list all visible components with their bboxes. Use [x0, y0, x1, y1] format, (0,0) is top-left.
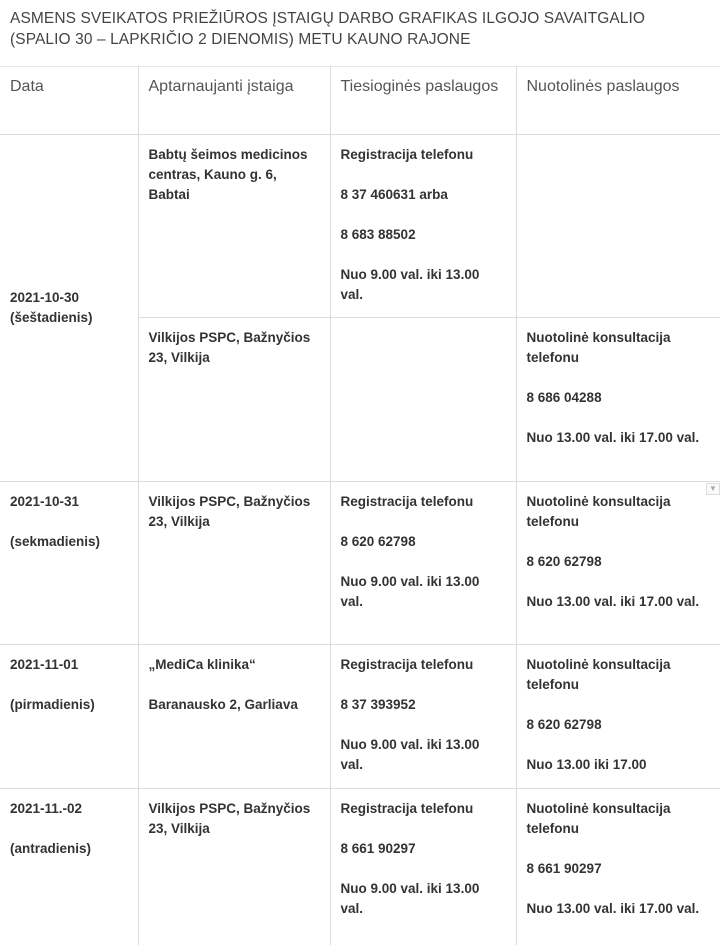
- direct-services-cell: [330, 789, 516, 945]
- table-row: [0, 135, 720, 318]
- remote-phone: 8 620 62798: [526, 717, 602, 732]
- remote-service-type: Nuotolinė konsultacija telefonu: [526, 330, 671, 365]
- date-label: 2021-10-30: [10, 290, 80, 305]
- remote-phone: 8 686 04288: [526, 390, 602, 405]
- direct-phone: 8 37 460631 arba: [340, 187, 448, 202]
- institution-cell: [138, 318, 330, 482]
- direct-hours: Nuo 9.00 val. iki 13.00 val.: [340, 267, 480, 302]
- table-row: [0, 482, 720, 645]
- institution-cell: [138, 789, 330, 945]
- date-label: 2021-10-31: [10, 494, 80, 509]
- direct-services-cell: [330, 135, 516, 318]
- chevron-down-icon[interactable]: ▼: [706, 483, 720, 495]
- schedule-table: [0, 66, 720, 945]
- date-label: 2021-11.-02: [10, 801, 83, 816]
- direct-hours: Nuo 9.00 val. iki 13.00 val.: [340, 737, 480, 772]
- date-cell: [0, 135, 138, 482]
- table-row: [0, 645, 720, 789]
- direct-services-cell: [330, 318, 516, 482]
- column-header-remote-services: Nuotolinės paslaugos: [516, 67, 720, 135]
- date-cell: [0, 789, 138, 945]
- remote-phone: 8 620 62798: [526, 554, 602, 569]
- direct-service-type: Registracija telefonu: [340, 801, 474, 816]
- institution-text: „MediCa klinika“: [148, 657, 256, 672]
- institution-text: Vilkijos PSPC, Bažnyčios 23, Vilkija: [148, 494, 311, 529]
- direct-services-cell: [330, 482, 516, 645]
- remote-services-cell: [516, 789, 720, 945]
- direct-service-type: Registracija telefonu: [340, 494, 474, 509]
- remote-service-type: Nuotolinė konsultacija telefonu: [526, 801, 671, 836]
- column-header-direct-services: Tiesioginės paslaugos: [330, 67, 516, 135]
- remote-services-cell: [516, 645, 720, 789]
- date-cell: [0, 645, 138, 789]
- weekday-label: (pirmadienis): [10, 697, 95, 712]
- direct-service-type: Registracija telefonu: [340, 147, 474, 162]
- weekday-label: (šeštadienis): [10, 310, 93, 325]
- table-header-row: [0, 67, 720, 135]
- direct-phone: 8 620 62798: [340, 534, 416, 549]
- remote-hours: Nuo 13.00 iki 17.00: [526, 757, 647, 772]
- direct-hours: Nuo 9.00 val. iki 13.00 val.: [340, 881, 480, 916]
- remote-hours: Nuo 13.00 val. iki 17.00 val.: [526, 594, 700, 609]
- institution-address: Baranausko 2, Garliava: [148, 697, 298, 712]
- institution-cell: [138, 135, 330, 318]
- direct-services-cell: [330, 645, 516, 789]
- date-cell: [0, 482, 138, 645]
- remote-services-cell: [516, 318, 720, 482]
- remote-service-type: Nuotolinė konsultacija telefonu: [526, 494, 671, 529]
- direct-service-type: Registracija telefonu: [340, 657, 474, 672]
- institution-cell: [138, 645, 330, 789]
- direct-phone: 8 683 88502: [340, 227, 416, 242]
- column-header-date: Data: [0, 67, 138, 135]
- institution-cell: [138, 482, 330, 645]
- institution-text: Vilkijos PSPC, Bažnyčios 23, Vilkija: [148, 801, 311, 836]
- remote-hours: Nuo 13.00 val. iki 17.00 val.: [526, 430, 700, 445]
- table-row: [0, 789, 720, 945]
- weekday-label: (sekmadienis): [10, 534, 101, 549]
- remote-services-cell: [516, 135, 720, 318]
- date-label: 2021-11-01: [10, 657, 79, 672]
- weekday-label: (antradienis): [10, 841, 92, 856]
- institution-text: Vilkijos PSPC, Bažnyčios 23, Vilkija: [148, 330, 311, 365]
- institution-text: Babtų šeimos medicinos centras, Kauno g. 6, Babtai: [148, 147, 308, 202]
- remote-service-type: Nuotolinė konsultacija telefonu: [526, 657, 671, 692]
- direct-hours: Nuo 9.00 val. iki 13.00 val.: [340, 574, 480, 609]
- remote-hours: Nuo 13.00 val. iki 17.00 val.: [526, 901, 700, 916]
- page-title: ASMENS SVEIKATOS PRIEŽIŪROS ĮSTAIGŲ DARBO GRAFIKAS ILGOJO SAVAITGALIO (SPALIO 30 – LAPKRIČIO 2 DIENOMIS) METU KAUNO RAJONE: [10, 10, 646, 48]
- remote-phone: 8 661 90297: [526, 861, 602, 876]
- remote-services-cell: [516, 482, 720, 645]
- column-header-institution: Aptarnaujanti įstaiga: [138, 67, 330, 135]
- direct-phone: 8 661 90297: [340, 841, 416, 856]
- direct-phone: 8 37 393952: [340, 697, 416, 712]
